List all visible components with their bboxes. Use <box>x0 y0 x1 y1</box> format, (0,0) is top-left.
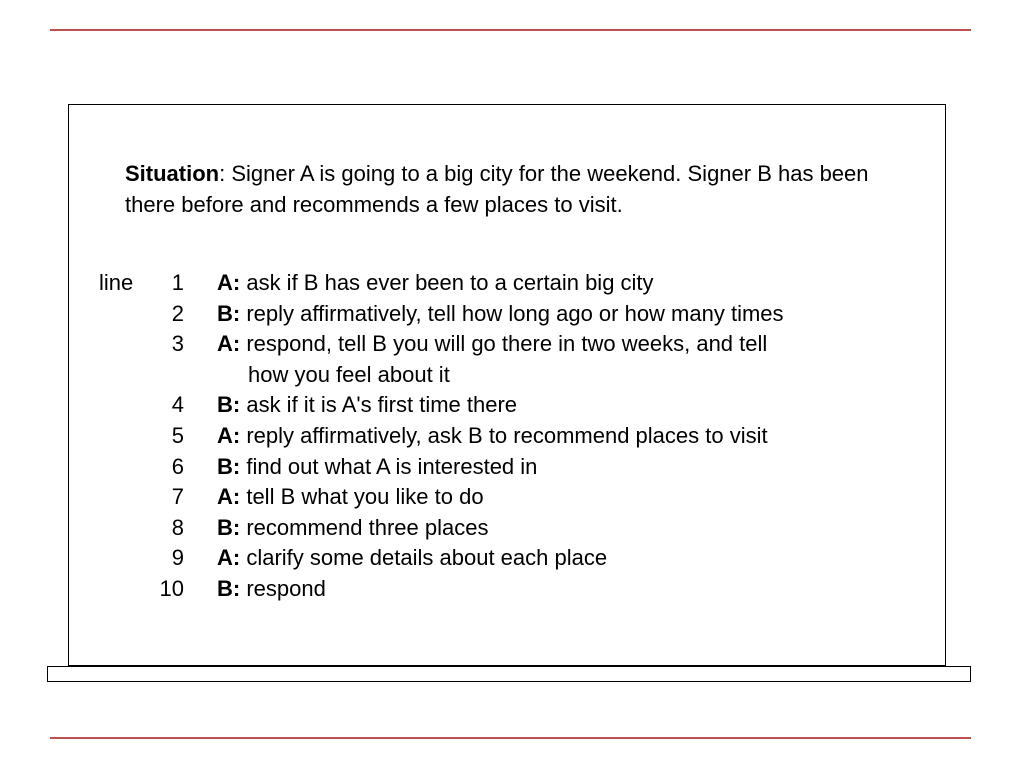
line-number: 6 <box>171 453 184 479</box>
speaker-label: B: <box>217 300 241 326</box>
line-text: clarify some details about each place <box>240 545 608 571</box>
line-number: 2 <box>171 300 184 326</box>
line-text: respond <box>240 575 326 601</box>
line-content <box>217 482 900 513</box>
speaker-label: A: <box>217 484 241 510</box>
line-content <box>217 513 900 544</box>
speaker-label: A: <box>217 270 241 295</box>
line-number: 5 <box>171 422 184 448</box>
line-content <box>217 421 900 452</box>
bottom-divider <box>50 737 971 739</box>
line-content <box>217 329 900 390</box>
script-line <box>140 421 900 452</box>
line-number: 1 <box>171 270 184 295</box>
line-content <box>217 452 900 483</box>
speaker-label: A: <box>217 331 241 357</box>
speaker-label: B: <box>217 453 241 479</box>
script-line <box>140 390 900 421</box>
script-line <box>140 268 900 299</box>
script-line <box>140 299 900 330</box>
line-number: 4 <box>171 392 184 418</box>
line-content <box>217 390 900 421</box>
line-text: reply affirmatively, tell how long ago or how many times <box>240 300 784 326</box>
line-number: 9 <box>171 545 184 571</box>
line-text: tell B what you like to do <box>240 484 484 510</box>
top-divider <box>50 29 971 31</box>
line-content <box>217 574 900 605</box>
line-content <box>217 268 900 299</box>
speaker-label: B: <box>217 392 241 418</box>
situation-text: : Signer A is going to a big city for the weekend. Signer B has been there before and recommends a few places to visit. <box>125 161 869 217</box>
line-text-continuation: how you feel about it <box>248 361 450 387</box>
script-line <box>140 482 900 513</box>
content-box-base-strip <box>47 666 971 682</box>
line-number: 8 <box>171 514 184 540</box>
line-number: 7 <box>171 484 184 510</box>
line-text: ask if B has ever been to a certain big city <box>240 270 654 295</box>
script-line <box>140 329 900 390</box>
line-number: 10 <box>159 575 184 601</box>
line-text: recommend three places <box>240 514 489 540</box>
line-number: 3 <box>171 331 184 357</box>
script-line <box>140 452 900 483</box>
line-text: reply affirmatively, ask B to recommend places to visit <box>240 422 768 448</box>
script-line <box>140 513 900 544</box>
speaker-label: A: <box>217 422 241 448</box>
script-line <box>140 543 900 574</box>
speaker-label: A: <box>217 545 241 571</box>
line-text: ask if it is A's first time there <box>240 392 518 418</box>
situation-label: Situation <box>125 161 220 186</box>
line-text: find out what A is interested in <box>240 453 538 479</box>
line-content <box>217 543 900 574</box>
dialogue-script <box>140 268 900 605</box>
situation-paragraph <box>125 158 905 220</box>
line-column-label: line <box>99 270 134 295</box>
script-line <box>140 574 900 605</box>
speaker-label: B: <box>217 575 241 601</box>
line-content <box>217 299 900 330</box>
speaker-label: B: <box>217 514 241 540</box>
line-text: respond, tell B you will go there in two weeks, and tell <box>240 331 768 357</box>
